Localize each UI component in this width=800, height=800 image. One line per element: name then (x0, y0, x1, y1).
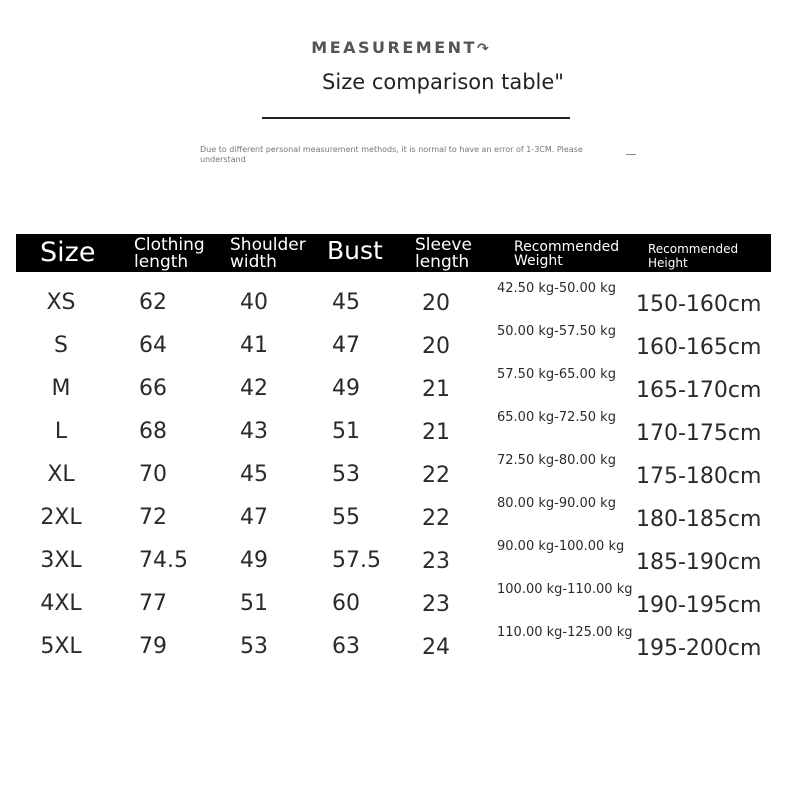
cell-bust: 47 (332, 333, 360, 358)
cell-clothing-length: 72 (139, 505, 167, 530)
cell-bust: 57.5 (332, 548, 381, 573)
cell-height: 170-175cm (636, 421, 762, 446)
table-row (0, 410, 800, 462)
cell-clothing-length: 68 (139, 419, 167, 444)
cell-size: XS (46, 290, 76, 315)
table-row (0, 582, 800, 634)
cell-shoulder-width: 42 (240, 376, 268, 401)
table-header (16, 234, 771, 272)
cell-sleeve-length: 21 (422, 377, 450, 402)
cell-clothing-length: 79 (139, 634, 167, 659)
cell-clothing-length: 62 (139, 290, 167, 315)
column-header-sleeve-length (415, 237, 472, 271)
cell-height: 150-160cm (636, 292, 762, 317)
cell-shoulder-width: 49 (240, 548, 268, 573)
cell-sleeve-length: 21 (422, 420, 450, 445)
column-header-height-line2: Height (648, 256, 688, 270)
cell-bust: 63 (332, 634, 360, 659)
cell-size: 3XL (40, 548, 82, 573)
cell-weight: 80.00 kg-90.00 kg (497, 496, 616, 511)
cell-clothing-length: 74.5 (139, 548, 188, 573)
column-header-height-line1: Recommended (648, 242, 739, 256)
column-header-sleeve-line1: Sleeve (415, 235, 472, 255)
cell-sleeve-length: 22 (422, 463, 450, 488)
cell-size: L (54, 419, 68, 444)
cell-clothing-length: 77 (139, 591, 167, 616)
cell-size: S (54, 333, 68, 358)
title-divider (262, 117, 570, 119)
cell-bust: 49 (332, 376, 360, 401)
cell-sleeve-length: 20 (422, 334, 450, 359)
table-row (0, 625, 800, 677)
cell-size: 4XL (40, 591, 82, 616)
column-header-bust: Bust (327, 236, 383, 265)
column-header-clothing-line2: length (134, 252, 189, 272)
column-header-shoulder-line1: Shoulder (230, 235, 306, 255)
cell-weight: 110.00 kg-125.00 kg (497, 625, 633, 640)
column-header-clothing-line1: Clothing (134, 235, 205, 255)
column-header-weight (514, 240, 619, 268)
cell-weight: 100.00 kg-110.00 kg (497, 582, 633, 597)
cell-clothing-length: 64 (139, 333, 167, 358)
cell-clothing-length: 70 (139, 462, 167, 487)
cell-bust: 51 (332, 419, 360, 444)
cell-shoulder-width: 40 (240, 290, 268, 315)
kicker-text: MEASUREMENT (311, 38, 477, 57)
decorative-speck (626, 154, 636, 155)
table-row (0, 453, 800, 505)
cell-height: 180-185cm (636, 507, 762, 532)
cell-weight: 90.00 kg-100.00 kg (497, 539, 625, 554)
cell-size: 5XL (40, 634, 82, 659)
cell-size: 2XL (40, 505, 82, 530)
cell-height: 165-170cm (636, 378, 762, 403)
column-header-shoulder-width (230, 237, 306, 271)
cell-shoulder-width: 47 (240, 505, 268, 530)
measurement-kicker (0, 38, 800, 57)
cell-weight: 50.00 kg-57.50 kg (497, 324, 616, 339)
cell-sleeve-length: 23 (422, 549, 450, 574)
column-header-weight-line2: Weight (514, 253, 563, 269)
cell-height: 190-195cm (636, 593, 762, 618)
cell-sleeve-length: 22 (422, 506, 450, 531)
column-header-weight-line1: Recommended (514, 239, 620, 255)
cell-weight: 57.50 kg-65.00 kg (497, 367, 616, 382)
cell-weight: 42.50 kg-50.00 kg (497, 281, 616, 296)
cell-height: 175-180cm (636, 464, 762, 489)
column-header-shoulder-line2: width (230, 252, 277, 272)
cell-shoulder-width: 41 (240, 333, 268, 358)
column-header-size: Size (40, 237, 96, 268)
curved-arrow-icon: ↷ (476, 41, 489, 57)
cell-weight: 72.50 kg-80.00 kg (497, 453, 616, 468)
cell-shoulder-width: 45 (240, 462, 268, 487)
cell-clothing-length: 66 (139, 376, 167, 401)
cell-height: 195-200cm (636, 636, 762, 661)
table-row (0, 281, 800, 333)
table-row (0, 367, 800, 419)
column-header-clothing-length (134, 237, 205, 271)
cell-height: 160-165cm (636, 335, 762, 360)
cell-bust: 55 (332, 505, 360, 530)
cell-sleeve-length: 20 (422, 291, 450, 316)
table-row (0, 496, 800, 548)
page-title: Size comparison table" (322, 70, 564, 94)
cell-size: XL (47, 462, 75, 487)
cell-bust: 60 (332, 591, 360, 616)
cell-sleeve-length: 24 (422, 635, 450, 660)
cell-height: 185-190cm (636, 550, 762, 575)
measurement-note: Due to different personal measurement methods, it is normal to have an error of 1-3CM. Please understand (200, 145, 583, 164)
table-row (0, 539, 800, 591)
cell-bust: 53 (332, 462, 360, 487)
cell-bust: 45 (332, 290, 360, 315)
cell-sleeve-length: 23 (422, 592, 450, 617)
column-header-height (648, 242, 738, 270)
column-header-sleeve-line2: length (415, 252, 470, 272)
cell-shoulder-width: 43 (240, 419, 268, 444)
cell-shoulder-width: 53 (240, 634, 268, 659)
cell-size: M (51, 376, 71, 401)
table-row (0, 324, 800, 376)
cell-shoulder-width: 51 (240, 591, 268, 616)
cell-weight: 65.00 kg-72.50 kg (497, 410, 616, 425)
